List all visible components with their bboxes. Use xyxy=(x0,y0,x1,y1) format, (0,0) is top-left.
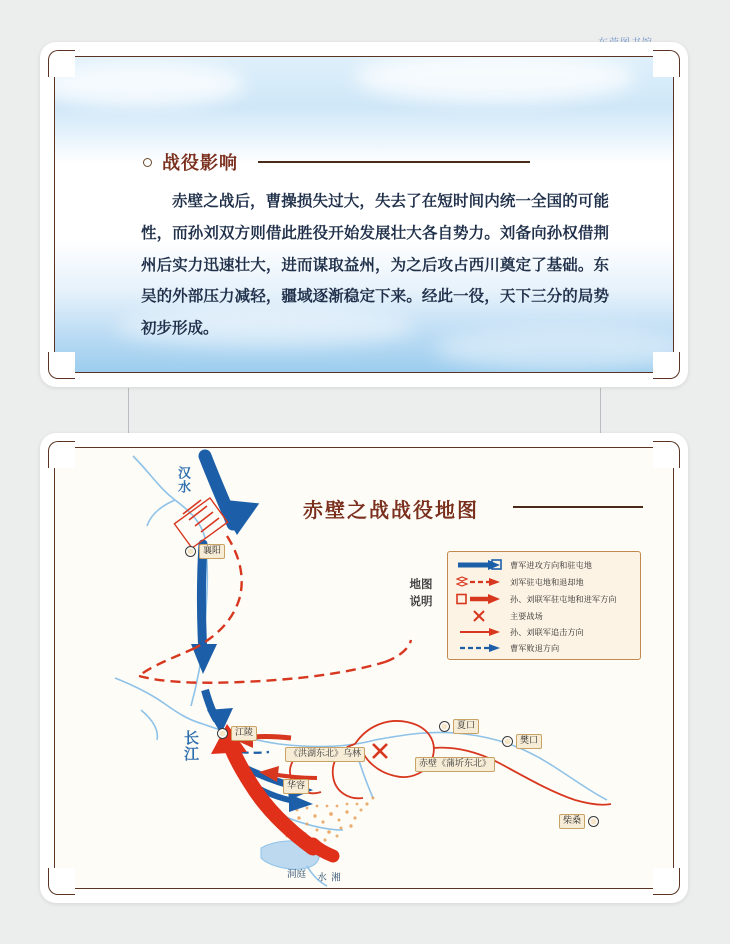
legend-text-2: 孙、刘联军驻屯地和进军方向 xyxy=(510,593,617,604)
impact-text-card xyxy=(40,42,688,387)
city-label-jiangling: 江陵 xyxy=(231,726,257,741)
legend-text-0: 曹军进攻方向和驻屯地 xyxy=(510,559,592,570)
legend-text-4: 孙、刘联军追击方向 xyxy=(510,626,584,637)
red-cross-icon xyxy=(456,610,502,622)
connector-left xyxy=(128,388,129,434)
legend-item-4 xyxy=(456,626,584,638)
city-xiakou xyxy=(439,719,479,734)
bullet-dot-icon xyxy=(143,158,152,167)
legend-heading-line1: 地图 xyxy=(409,577,433,591)
legend-item-3 xyxy=(456,610,543,622)
city-label-xiangyang: 襄阳 xyxy=(199,544,225,559)
city-label-chaisang: 柴桑 xyxy=(559,814,585,829)
map-title-rule xyxy=(513,506,643,508)
corner-top-left xyxy=(48,50,75,77)
legend-text-5: 曹军败退方向 xyxy=(510,642,560,653)
impact-body-text: 赤壁之战后，曹操损失过大，失去了在短时间内统一全国的可能性，而孙刘双方则借此胜役开始发展壮大各自势力。刘备向孙权借荆州后实力迅速壮大，进而谋取益州，为之后攻占西川奠定了基础。东吴的外部压力减轻，疆域逐渐稳定下来。经此一役，天下三分的局势初步形成。 xyxy=(141,191,609,338)
red-thin-arrow-icon xyxy=(456,626,502,638)
blue-solid-arrow-icon xyxy=(456,559,502,571)
river-label-dongting: 洞庭 xyxy=(287,869,307,880)
main-battlefield-cross xyxy=(373,744,387,758)
legend-item-2 xyxy=(456,593,616,605)
city-pin-icon xyxy=(185,546,196,557)
city-jiangling xyxy=(217,726,257,741)
city-chaisang xyxy=(559,814,599,829)
legend-text-1: 刘军驻屯地和退却地 xyxy=(510,576,584,587)
city-pin-icon xyxy=(217,728,228,739)
legend-text-3: 主要战场 xyxy=(510,610,543,621)
impact-card-frame xyxy=(54,56,674,373)
map-title: 赤壁之战战役地图 xyxy=(303,498,479,522)
heading-rule xyxy=(258,161,530,163)
liu-retreat-dashed xyxy=(139,536,411,683)
corner-bottom-right xyxy=(653,352,680,379)
city-label-fankou: 樊口 xyxy=(516,734,542,749)
connector-right xyxy=(600,388,601,434)
legend-heading-line2: 说明 xyxy=(409,593,433,608)
legend-box xyxy=(447,551,641,660)
battle-map-card xyxy=(40,433,688,903)
legend-item-5 xyxy=(456,642,559,654)
blue-dashed-arrow-icon xyxy=(456,642,502,654)
river-label-xiangshui: 湘水 xyxy=(315,872,340,882)
river-label-hanshui: 汉水 xyxy=(175,466,190,494)
place-label-wulin: 《洪湖东北》乌林 xyxy=(285,747,365,762)
map-card-frame xyxy=(54,447,674,889)
corner-top-right xyxy=(653,441,680,468)
city-pin-icon xyxy=(588,816,599,827)
corner-top-left xyxy=(48,441,75,468)
section-title: 战役影响 xyxy=(162,153,238,174)
city-label-xiakou: 夏口 xyxy=(453,719,479,734)
legend-heading xyxy=(404,576,438,609)
city-xiangyang xyxy=(185,544,225,559)
city-pin-icon xyxy=(502,736,513,747)
corner-bottom-left xyxy=(48,868,75,895)
allied-advance-main-arrow xyxy=(211,724,333,856)
river-label-changjiang: 长江 xyxy=(182,730,200,762)
legend-item-0 xyxy=(456,559,592,571)
place-label-chibi: 赤壁《蒲圻东北》 xyxy=(415,757,495,772)
corner-bottom-left xyxy=(48,352,75,379)
legend-item-1 xyxy=(456,576,584,588)
section-heading xyxy=(143,149,530,175)
corner-top-right xyxy=(653,50,680,77)
red-solid-arrow-icon xyxy=(456,593,502,605)
place-label-huarong: 华容 xyxy=(283,779,309,794)
city-pin-icon xyxy=(439,721,450,732)
corner-bottom-right xyxy=(653,868,680,895)
city-fankou xyxy=(502,734,542,749)
red-dashed-arrow-icon xyxy=(456,576,502,588)
